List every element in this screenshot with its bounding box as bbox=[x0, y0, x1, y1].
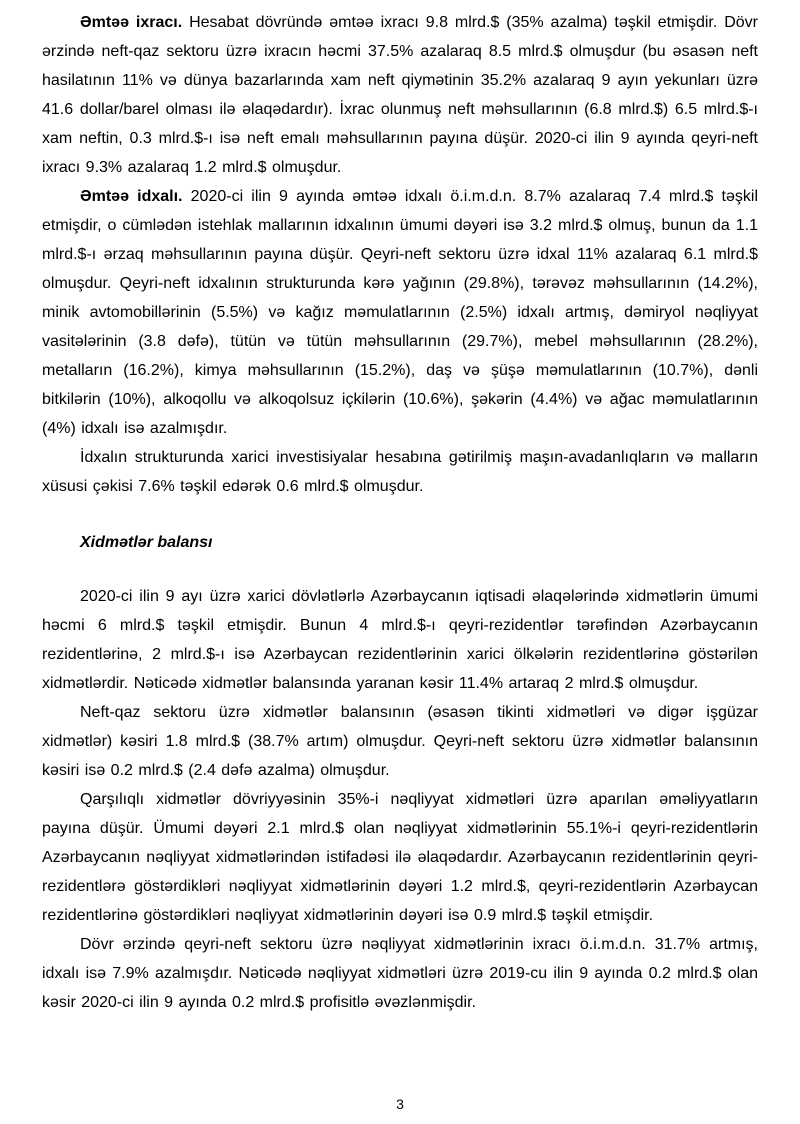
page-number: 3 bbox=[396, 1096, 404, 1112]
paragraph-transport-nonoil: Dövr ərzində qeyri-neft sektoru üzrə nəqliyyat xidmətlərinin ixracı ö.i.m.d.n. 31.7% artmış, idxalı isə 7.9% azalmışdır. Nəticədə nəqliyyat xidmətləri üzrə 2019-cu ilin 9 ayında 0.2 mlrd.$ olan kəsir 2020-ci ilin 9 ayında 0.2 mlrd.$ profisitlə əvəzlənmişdir. bbox=[42, 936, 758, 1011]
paragraph-services-overview: 2020-ci ilin 9 ayı üzrə xarici dövlətlərlə Azərbaycanın iqtisadi əlaqələrində xidmətlərin ümumi həcmi 6 mlrd.$ təşkil etmişdir. Bunun 4 mlrd.$-ı qeyri-rezidentlər tərəfindən Azərbaycanın rezidentlərinə, 2 mlrd.$-ı isə Azərbaycan rezidentlərinin xarici ölkələrin rezidentlərinə göstərilən xidmətlərdir. Nəticədə xidmətlər balansında yaranan kəsir 11.4% artaraq 2 mlrd.$ olmuşdur. bbox=[42, 588, 758, 692]
paragraph-text-imports: 2020-ci ilin 9 ayında əmtəə idxalı ö.i.m.d.n. 8.7% azalaraq 7.4 mlrd.$ təşkil etmişdir, o cümlədən istehlak mallarının idxalının ümumi dəyəri isə 3.2 mlrd.$ olmuş, bunun da 1.1 mlrd.$-ı ərzaq məhsullarının payına düşür. Qeyri-neft sektoru üzrə idxal 11% azalaraq 6.1 mlrd.$ olmuşdur. Qeyri-neft idxalının strukturunda kərə yağının (29.8%), tərəvəz məhsullarının (14.2%), minik avtomobillərinin (5.5%) və kağız məmulatlarının (2.5%) idxalı artmış, dəmiryol nəqliyyat vasitələrinin (3.8 dəfə), tütün və tütün məhsullarının (29.7%), mebel məhsullarının (28.2%), metalların (16.2%), kimya məhsullarının (15.2%), daş və şüşə məmulatlarının (10.7%), dənli bitkilərin (10%), alkoqollu və alkoqolsuz içkilərin (10.6%), şəkərin (4.4%) və ağac məmulatlarının (4%) idxalı isə azalmışdır. bbox=[42, 188, 759, 437]
paragraph-text-exports: Hesabat dövründə əmtəə ixracı 9.8 mlrd.$ (35% azalma) təşkil etmişdir. Dövr ərzində neft-qaz sektoru üzrə ixracın həcmi 37.5% azalaraq 8.5 mlrd.$ olmuşdur (bu əsasən neft hasilatının 11% və dünya bazarlarında xam neft qiymətinin 35.2% azalaraq 9 ayın yekunları üzrə 41.6 dollar/barel olması ilə əlaqədardır). İxrac olunmuş neft məhsullarının (6.8 mlrd.$) 6.5 mlrd.$-ı xam neftin, 0.3 mlrd.$-ı isə neft emalı məhsullarının payına düşür. 2020-ci ilin 9 ayında qeyri-neft ixracı 9.3% azalaraq 1.2 mlrd.$ olmuşdur. bbox=[42, 14, 759, 176]
paragraph-lead-imports: Əmtəə idxalı. bbox=[80, 188, 183, 205]
paragraph-lead-exports: Əmtəə ixracı. bbox=[80, 14, 183, 31]
paragraph-commodity-exports bbox=[42, 8, 758, 182]
paragraph-import-structure: İdxalın strukturunda xarici investisiyalar hesabına gətirilmiş maşın-avadanlıqların və malların xüsusi çəkisi 7.6% təşkil edərək 0.6 mlrd.$ olmuşdur. bbox=[42, 449, 758, 495]
paragraph-transport-services: Qarşılıqlı xidmətlər dövriyyəsinin 35%-i nəqliyyat xidmətləri üzrə aparılan əməliyyatların payına düşür. Ümumi dəyəri 2.1 mlrd.$ olan nəqliyyat xidmətlərinin 55.1%-i qeyri-rezidentlərin Azərbaycanın nəqliyyat xidmətlərindən istifadəsi ilə əlaqədardır. Azərbaycanın rezidentlərinin qeyri-rezidentlərə göstərdikləri nəqliyyat xidmətlərinin dəyəri 1.2 mlrd.$, qeyri-rezidentlərin Azərbaycan rezidentlərinə göstərdikləri nəqliyyat xidmətlərinin dəyəri isə 0.9 mlrd.$ təşkil etmişdir. bbox=[42, 791, 758, 924]
section-heading-services-balance: Xidmətlər balansı bbox=[80, 534, 213, 551]
paragraph-oil-gas-services: Neft-qaz sektoru üzrə xidmətlər balansının (əsasən tikinti xidmətləri və digər işgüzar xidmətlər) kəsiri 1.8 mlrd.$ (38.7% artım) olmuşdur. Qeyri-neft sektoru üzrə xidmətlər balansının kəsiri isə 0.2 mlrd.$ (2.4 dəfə azalma) olmuşdur. bbox=[42, 704, 758, 779]
paragraph-commodity-imports bbox=[42, 182, 758, 443]
